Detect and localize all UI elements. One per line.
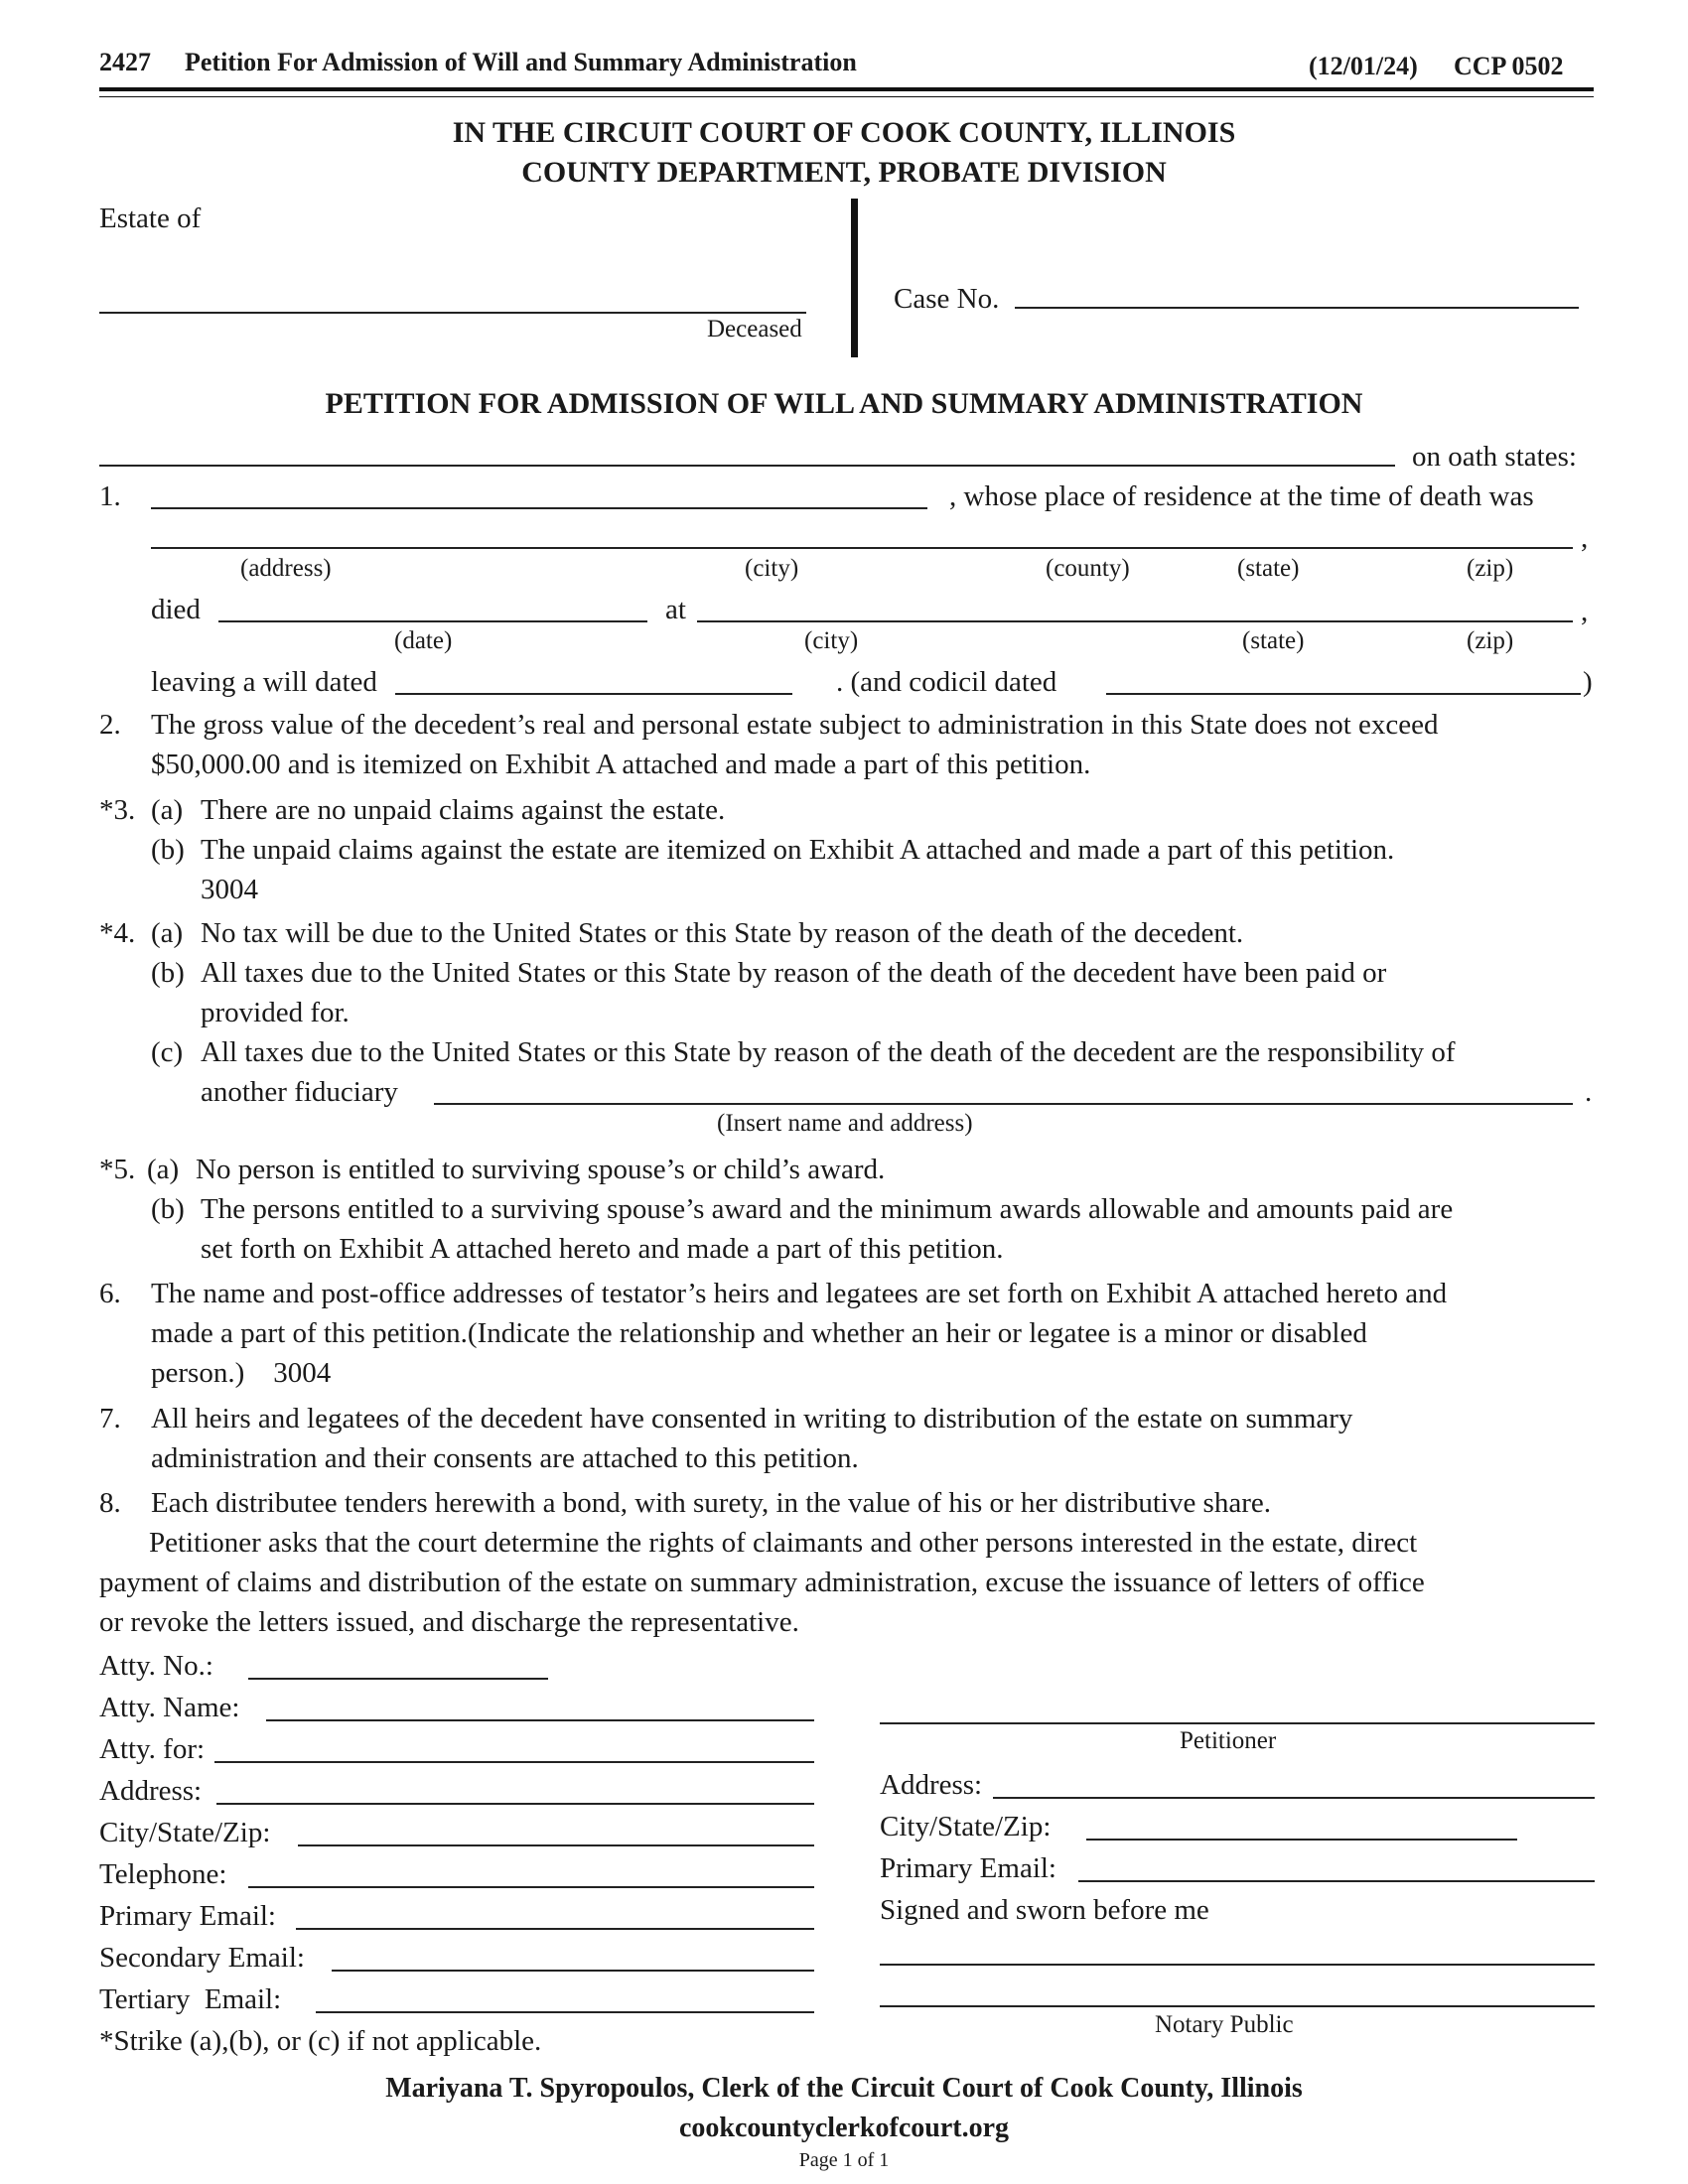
caption-zip: (zip) <box>1467 555 1514 582</box>
item-5a-label: (a) <box>147 1154 180 1185</box>
petitioner-address-label: Address: <box>880 1769 983 1801</box>
item-5a-text: No person is entitled to surviving spouse’s or child’s award. <box>196 1154 886 1185</box>
item-7-number: 7. <box>99 1403 121 1434</box>
case-number-field[interactable] <box>1015 307 1579 309</box>
atty-name-field[interactable] <box>266 1719 814 1721</box>
atty-address-label: Address: <box>99 1775 203 1807</box>
sworn-label: Signed and sworn before me <box>880 1894 1209 1926</box>
petitioner-address-field[interactable] <box>993 1797 1595 1799</box>
decedent-name-field[interactable] <box>99 312 806 314</box>
item-5b-label: (b) <box>151 1193 185 1225</box>
court-name: IN THE CIRCUIT COURT OF COOK COUNTY, ILLINOIS <box>452 116 1236 149</box>
item-6-text-line2: made a part of this petition.(Indicate the relationship and whether an heir or legatee is a minor or disabled <box>151 1317 1367 1349</box>
residence-address-field[interactable] <box>151 547 1573 549</box>
on-oath-label: on oath states: <box>1412 441 1577 473</box>
insert-name-caption: (Insert name and address) <box>717 1110 973 1137</box>
item-6-number: 6. <box>99 1278 121 1309</box>
caption-death-state: (state) <box>1242 627 1305 654</box>
atty-primary-email-label: Primary Email: <box>99 1900 276 1932</box>
petitioner-name-field[interactable] <box>99 465 1395 467</box>
item-6-text-line1: The name and post-office addresses of testator’s heirs and legatees are set forth on Exhibit A attached hereto and <box>151 1278 1448 1309</box>
atty-address-field[interactable] <box>216 1803 814 1805</box>
case-no-label: Case No. <box>894 283 1000 315</box>
atty-telephone-label: Telephone: <box>99 1858 227 1890</box>
prayer-line1: Petitioner asks that the court determine the rights of claimants and other persons interested in the estate, direct <box>149 1527 1418 1559</box>
item-4c-label: (c) <box>151 1036 184 1068</box>
item-2-text-line2: $50,000.00 and is itemized on Exhibit A attached and made a part of this petition. <box>151 749 1091 780</box>
item-3a-label: (a) <box>151 794 184 826</box>
at-label: at <box>665 594 686 625</box>
item-5b-text-line1: The persons entitled to a surviving spouse’s award and the minimum awards allowable and amounts paid are <box>201 1193 1454 1225</box>
petitioner-city-state-zip-field[interactable] <box>1086 1839 1517 1841</box>
place-of-death-field[interactable] <box>697 620 1573 622</box>
notary-signature-field[interactable] <box>880 2005 1595 2007</box>
item-5-number: *5. <box>99 1154 136 1185</box>
sworn-date-field[interactable] <box>880 1964 1595 1966</box>
atty-name-label: Atty. Name: <box>99 1692 240 1723</box>
item-2-text-line1: The gross value of the decedent’s real and personal estate subject to administration in this State does not exceed <box>151 709 1439 741</box>
atty-no-label: Atty. No.: <box>99 1650 213 1682</box>
atty-tertiary-email-label: Tertiary Email: <box>99 1983 282 2015</box>
will-dated-label: leaving a will dated <box>151 666 377 698</box>
caption-death-zip: (zip) <box>1467 627 1514 654</box>
caption-county: (county) <box>1046 555 1130 582</box>
revision-date: (12/01/24) <box>1309 52 1418 80</box>
estate-of-label: Estate of <box>99 203 202 234</box>
petitioner-signature-field[interactable] <box>880 1722 1595 1724</box>
clerk-website[interactable]: cookcountyclerkofcourt.org <box>678 2113 1010 2143</box>
item-2-number: 2. <box>99 709 121 741</box>
clerk-name: Mariyana T. Spyropoulos, Clerk of the Circuit Court of Cook County, Illinois <box>385 2073 1303 2104</box>
atty-city-state-zip-field[interactable] <box>298 1844 814 1846</box>
atty-no-field[interactable] <box>248 1678 548 1680</box>
court-division: COUNTY DEPARTMENT, PROBATE DIVISION <box>521 156 1167 189</box>
item-4c-text-line1: All taxes due to the United States or this State by reason of the death of the decedent are the responsibility of <box>201 1036 1456 1068</box>
atty-tertiary-email-field[interactable] <box>316 2011 814 2013</box>
atty-city-state-zip-label: City/State/Zip: <box>99 1817 271 1848</box>
item-3-number: *3. <box>99 794 136 826</box>
atty-primary-email-field[interactable] <box>296 1928 814 1930</box>
codicil-close-paren: ) <box>1583 666 1593 698</box>
petitioner-city-state-zip-label: City/State/Zip: <box>880 1811 1052 1843</box>
item-5b-text-line2: set forth on Exhibit A attached hereto and made a part of this petition. <box>201 1233 1004 1265</box>
residence-label: , whose place of residence at the time of death was <box>949 480 1534 512</box>
petition-title: PETITION FOR ADMISSION OF WILL AND SUMMARY ADMINISTRATION <box>325 387 1363 420</box>
deceased-label: Deceased <box>707 316 802 342</box>
death-place-comma: , <box>1581 596 1589 627</box>
decedent-name-item1-field[interactable] <box>151 507 927 509</box>
codicil-label: . (and codicil dated <box>836 666 1057 698</box>
item-7-text-line2: administration and their consents are attached to this petition. <box>151 1442 859 1474</box>
caption-date: (date) <box>394 627 453 654</box>
petitioner-label: Petitioner <box>1180 1727 1277 1754</box>
died-label: died <box>151 594 201 625</box>
other-fiduciary-field[interactable] <box>434 1103 1573 1105</box>
header-rule-thick <box>99 87 1594 91</box>
atty-for-label: Atty. for: <box>99 1733 206 1765</box>
atty-secondary-email-label: Secondary Email: <box>99 1942 305 1974</box>
page-number: Page 1 of 1 <box>798 2149 890 2171</box>
item-4b-text-line1: All taxes due to the United States or this State by reason of the death of the decedent have been paid or <box>201 957 1387 989</box>
caption-city: (city) <box>745 555 799 582</box>
atty-telephone-field[interactable] <box>248 1886 814 1888</box>
item-8-number: 8. <box>99 1487 121 1519</box>
item-4a-label: (a) <box>151 917 184 949</box>
item-6-text-line3: person.) 3004 <box>151 1357 332 1389</box>
item-4c-period: . <box>1585 1076 1593 1108</box>
strike-note: *Strike (a),(b), or (c) if not applicable. <box>99 2025 542 2057</box>
petitioner-primary-email-label: Primary Email: <box>880 1852 1056 1884</box>
prayer-line2: payment of claims and distribution of the estate on summary administration, excuse the issuance of letters of office <box>99 1567 1425 1598</box>
item-7-text-line1: All heirs and legatees of the decedent have consented in writing to distribution of the estate on summary <box>151 1403 1353 1434</box>
date-of-death-field[interactable] <box>218 620 647 622</box>
item-3b-text: The unpaid claims against the estate are itemized on Exhibit A attached and made a part of this petition. <box>201 834 1395 866</box>
item-4b-text-line2: provided for. <box>201 997 350 1028</box>
will-date-field[interactable] <box>395 693 792 695</box>
item-4b-label: (b) <box>151 957 185 989</box>
item-3b-label: (b) <box>151 834 185 866</box>
item-3-code: 3004 <box>201 874 258 905</box>
prayer-line3: or revoke the letters issued, and discharge the representative. <box>99 1606 799 1638</box>
item-4a-text: No tax will be due to the United States or this State by reason of the death of the decedent. <box>201 917 1244 949</box>
codicil-date-field[interactable] <box>1106 693 1581 695</box>
item-4-number: *4. <box>99 917 136 949</box>
atty-secondary-email-field[interactable] <box>332 1970 814 1972</box>
item-8-text: Each distributee tenders herewith a bond, with surety, in the value of his or her distributive share. <box>151 1487 1271 1519</box>
caption-death-city: (city) <box>804 627 859 654</box>
atty-for-field[interactable] <box>214 1761 814 1763</box>
residence-comma: , <box>1581 522 1589 554</box>
caption-address: (address) <box>240 555 332 582</box>
form-title: Petition For Admission of Will and Summary Administration <box>185 48 857 76</box>
item-1-number: 1. <box>99 480 121 512</box>
notary-public-label: Notary Public <box>1155 2011 1294 2038</box>
petitioner-primary-email-field[interactable] <box>1078 1880 1595 1882</box>
form-code: CCP 0502 <box>1454 52 1564 80</box>
caption-divider <box>851 199 858 357</box>
item-3a-text: There are no unpaid claims against the estate. <box>201 794 726 826</box>
item-4c-text-line2: another fiduciary <box>201 1076 398 1108</box>
form-number: 2427 <box>99 48 151 76</box>
header-rule-thin <box>99 96 1594 97</box>
caption-state: (state) <box>1237 555 1300 582</box>
